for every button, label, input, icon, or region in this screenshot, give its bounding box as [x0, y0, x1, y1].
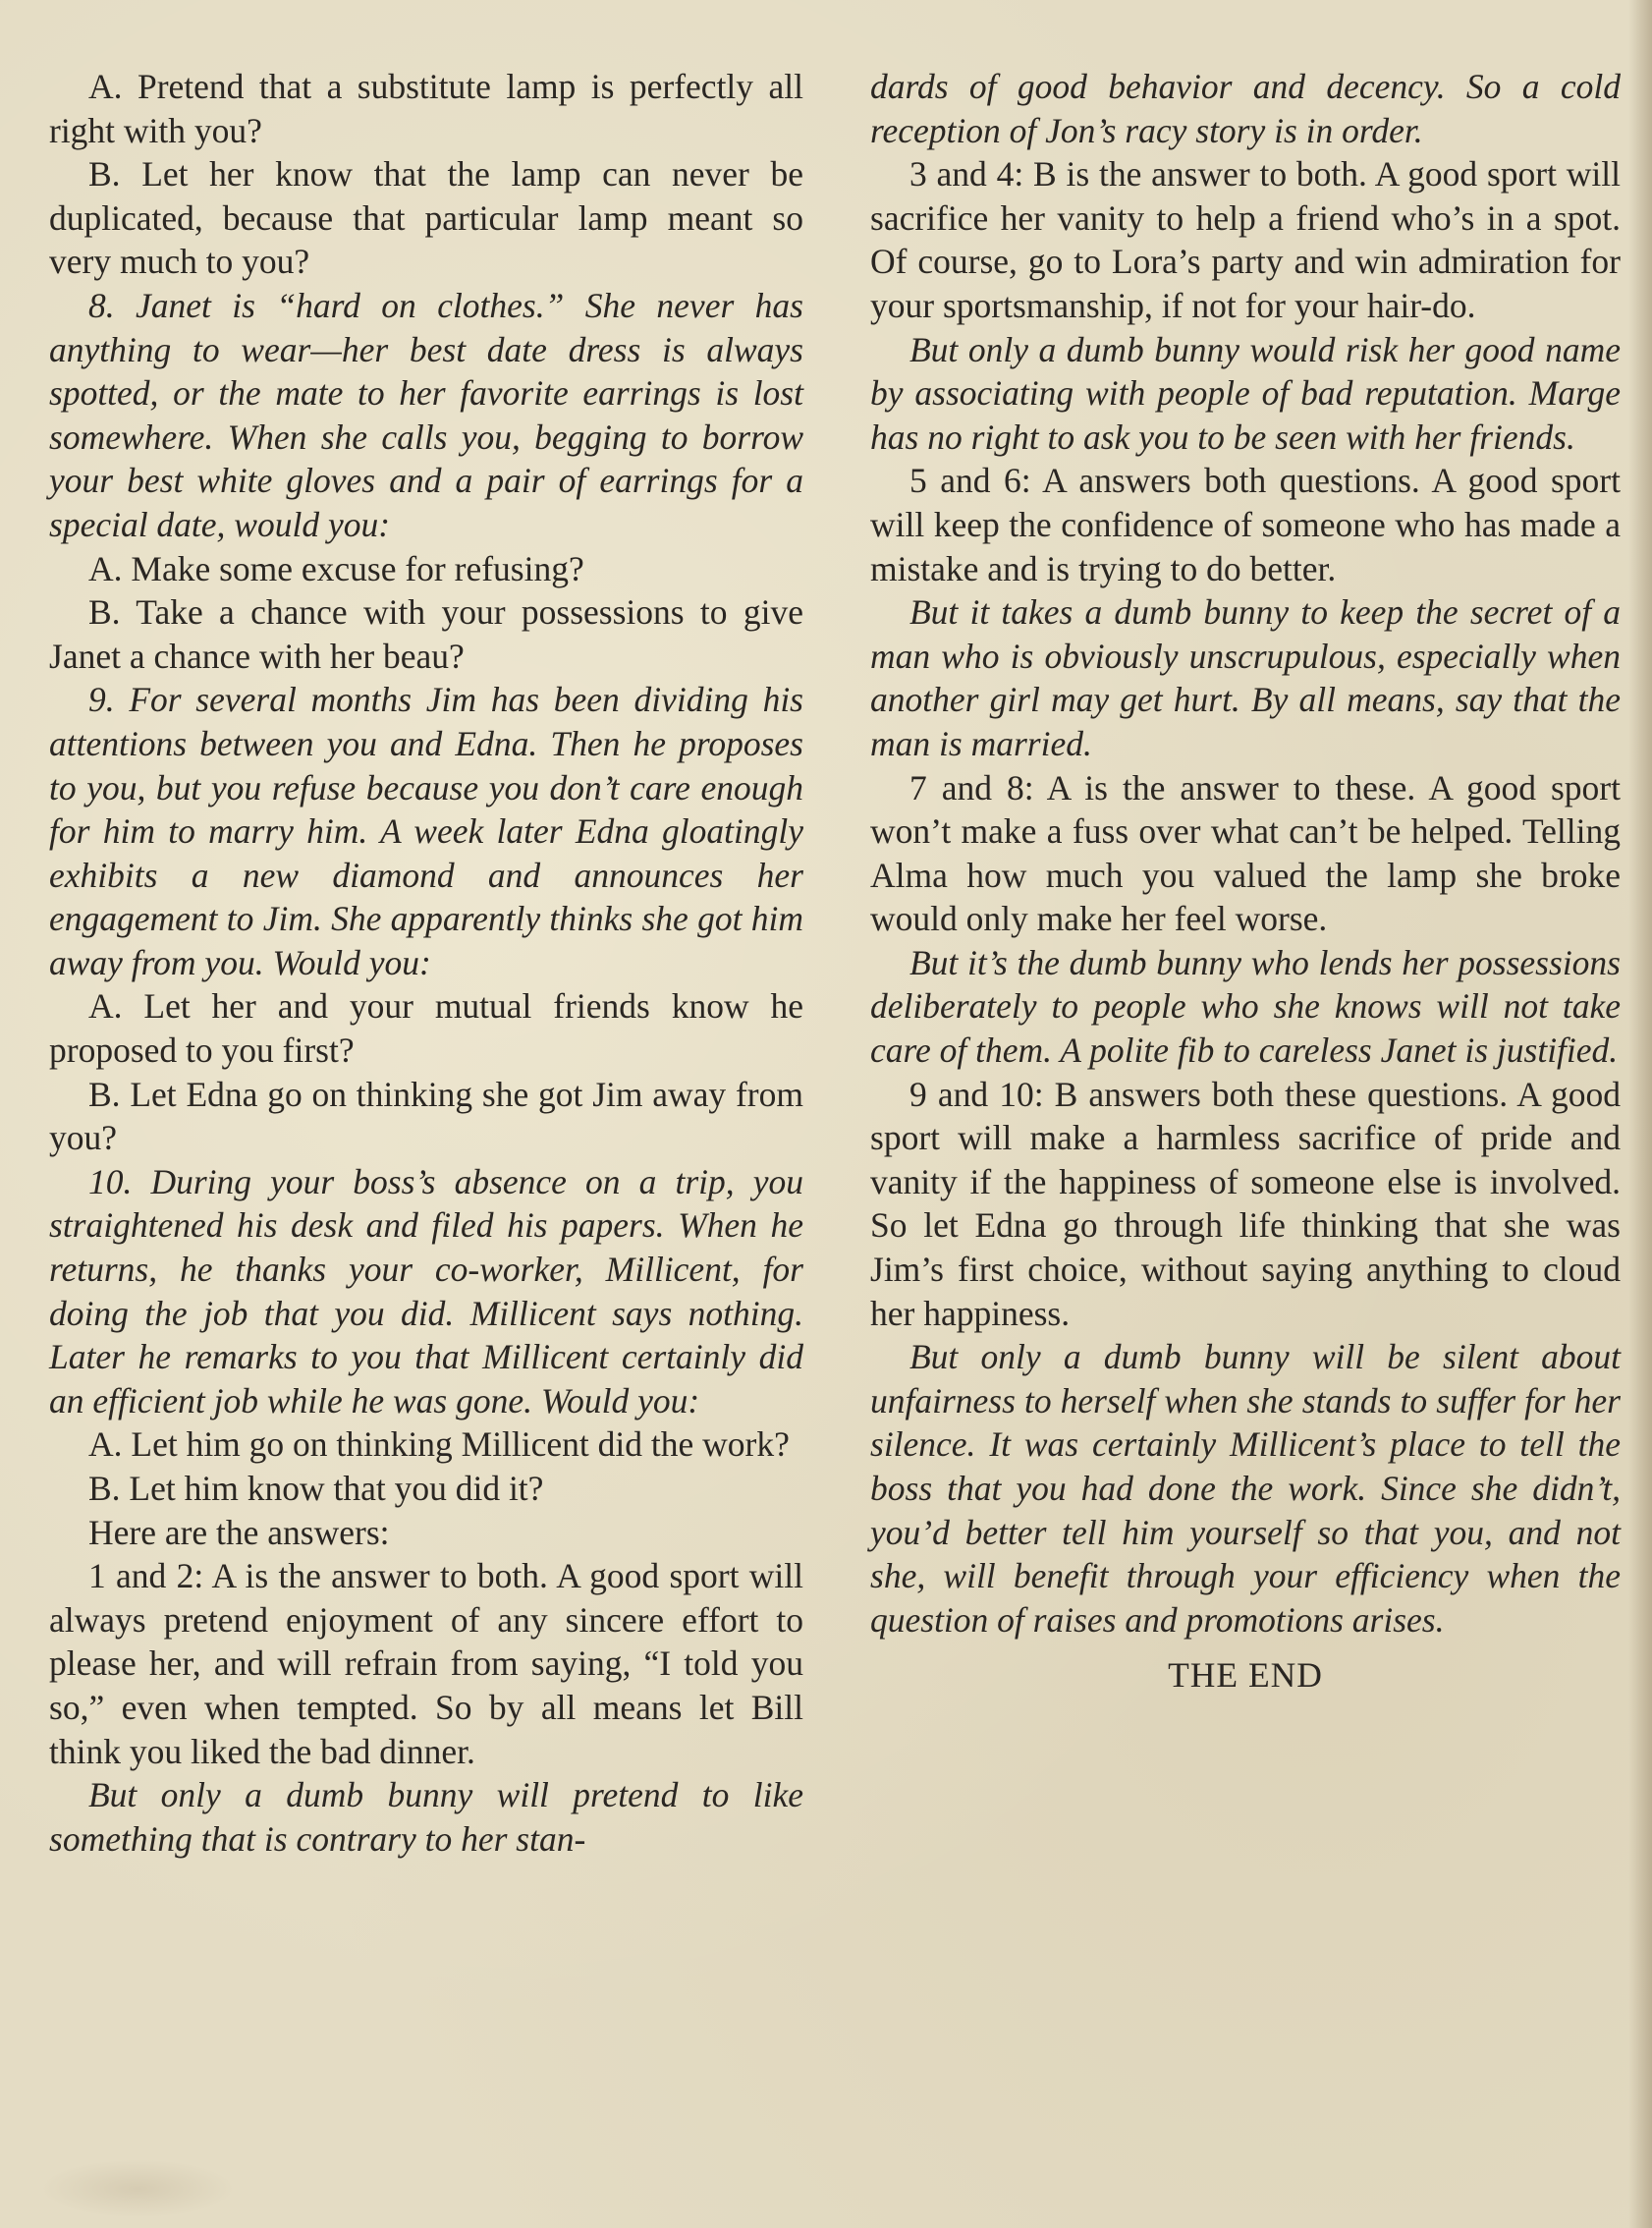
left-paragraph: 10. During your boss’s absence on a trip, you straightened his desk and filed his papers. When he returns, he thanks your co-worker, Millicent, for doing the job that you did. Millicent says nothing. Later he remarks to you that Millicent certainly did an efficient job while he was gone. Would you:	[49, 1161, 803, 1420]
left-paragraph: But only a dumb bunny will pretend to like something that is contrary to her stan-	[49, 1775, 803, 1859]
left-paragraph: 8. Janet is “hard on clothes.” She never has anything to wear—her best date dress is always spotted, or the mate to her favorite earrings is lost somewhere. When she calls you, begging to borrow your best white gloves and a pair of earrings for a special date, would you:	[49, 285, 803, 544]
left-paragraph: B. Take a chance with your possessions to give Janet a chance with her beau?	[49, 592, 803, 676]
right-paragraph: But it takes a dumb bunny to keep the secret of a man who is obviously unscrupulous, especially when another girl may get hurt. By all means, say that the man is married.	[870, 592, 1621, 763]
right-paragraph: dards of good behavior and decency. So a cold reception of Jon’s racy story is in order.	[870, 67, 1621, 150]
right-paragraph: 5 and 6: A answers both questions. A good sport will keep the confidence of someone who has made a mistake and is trying to do better.	[870, 461, 1621, 588]
left-paragraph: 9. For several months Jim has been dividing his attentions between you and Edna. Then he proposes to you, but you refuse because you don’t care enough for him to marry him. A week later Edna gloatingly exhibits a new diamond and announces her engagement to Jim. She apparently thinks she got him away from you. Would you:	[49, 680, 803, 982]
the-end-label: THE END	[1168, 1655, 1323, 1696]
page-smudge	[39, 2159, 236, 2218]
left-paragraph: B. Let her know that the lamp can never be duplicated, because that particular lamp meant so very much to you?	[49, 154, 803, 282]
right-paragraph: But only a dumb bunny would risk her good name by associating with people of bad reputation. Marge has no right to ask you to be seen with her friends.	[870, 329, 1621, 457]
left-paragraph: Here are the answers:	[88, 1512, 390, 1552]
left-column	[49, 65, 803, 1861]
right-paragraph: 7 and 8: A is the answer to these. A good sport won’t make a fuss over what can’t be helped. Telling Alma how much you valued the lamp she broke would only make her feel worse.	[870, 767, 1621, 939]
left-paragraph: A. Make some excuse for refusing?	[88, 548, 584, 588]
left-paragraph: A. Let him go on thinking Millicent did the work?	[88, 1424, 790, 1465]
left-paragraph: B. Let Edna go on thinking she got Jim away from you?	[49, 1074, 803, 1158]
left-paragraph: B. Let him know that you did it?	[88, 1469, 544, 1508]
right-paragraph: But it’s the dumb bunny who lends her possessions deliberately to people who she knows will not take care of them. A polite fib to careless Janet is justified.	[870, 942, 1621, 1071]
right-paragraph: 3 and 4: B is the answer to both. A good sport will sacrifice her vanity to help a friend who’s in a spot. Of course, go to Lora’s party and win admiration for your sportsmanship, if not for your hair-do.	[870, 154, 1621, 325]
right-paragraph: But only a dumb bunny will be silent about unfairness to herself when she stands to suffer for her silence. It was certainly Millicent’s place to tell the boss that you had done the work. Since she didn’t, you’d better tell him yourself so that you, and not she, will benefit through your efficiency when the question of raises and promotions arises.	[870, 1337, 1621, 1640]
right-column	[870, 65, 1621, 1698]
left-paragraph: A. Pretend that a substitute lamp is perfectly all right with you?	[49, 67, 803, 150]
right-paragraph: 9 and 10: B answers both these questions. A good sport will make a harmless sacrifice of pride and vanity if the happiness of someone else is involved. So let Edna go through life thinking that she was Jim’s first choice, without saying anything to cloud her happiness.	[870, 1074, 1621, 1333]
left-paragraph: 1 and 2: A is the answer to both. A good sport will always pretend enjoyment of any sincere effort to please her, and will refrain from saying, “I told you so,” even when tempted. So by all means let Bill think you liked the bad dinner.	[49, 1556, 803, 1771]
page-edge-shadow	[1628, 0, 1652, 2228]
left-paragraph: A. Let her and your mutual friends know he proposed to you first?	[49, 986, 803, 1071]
